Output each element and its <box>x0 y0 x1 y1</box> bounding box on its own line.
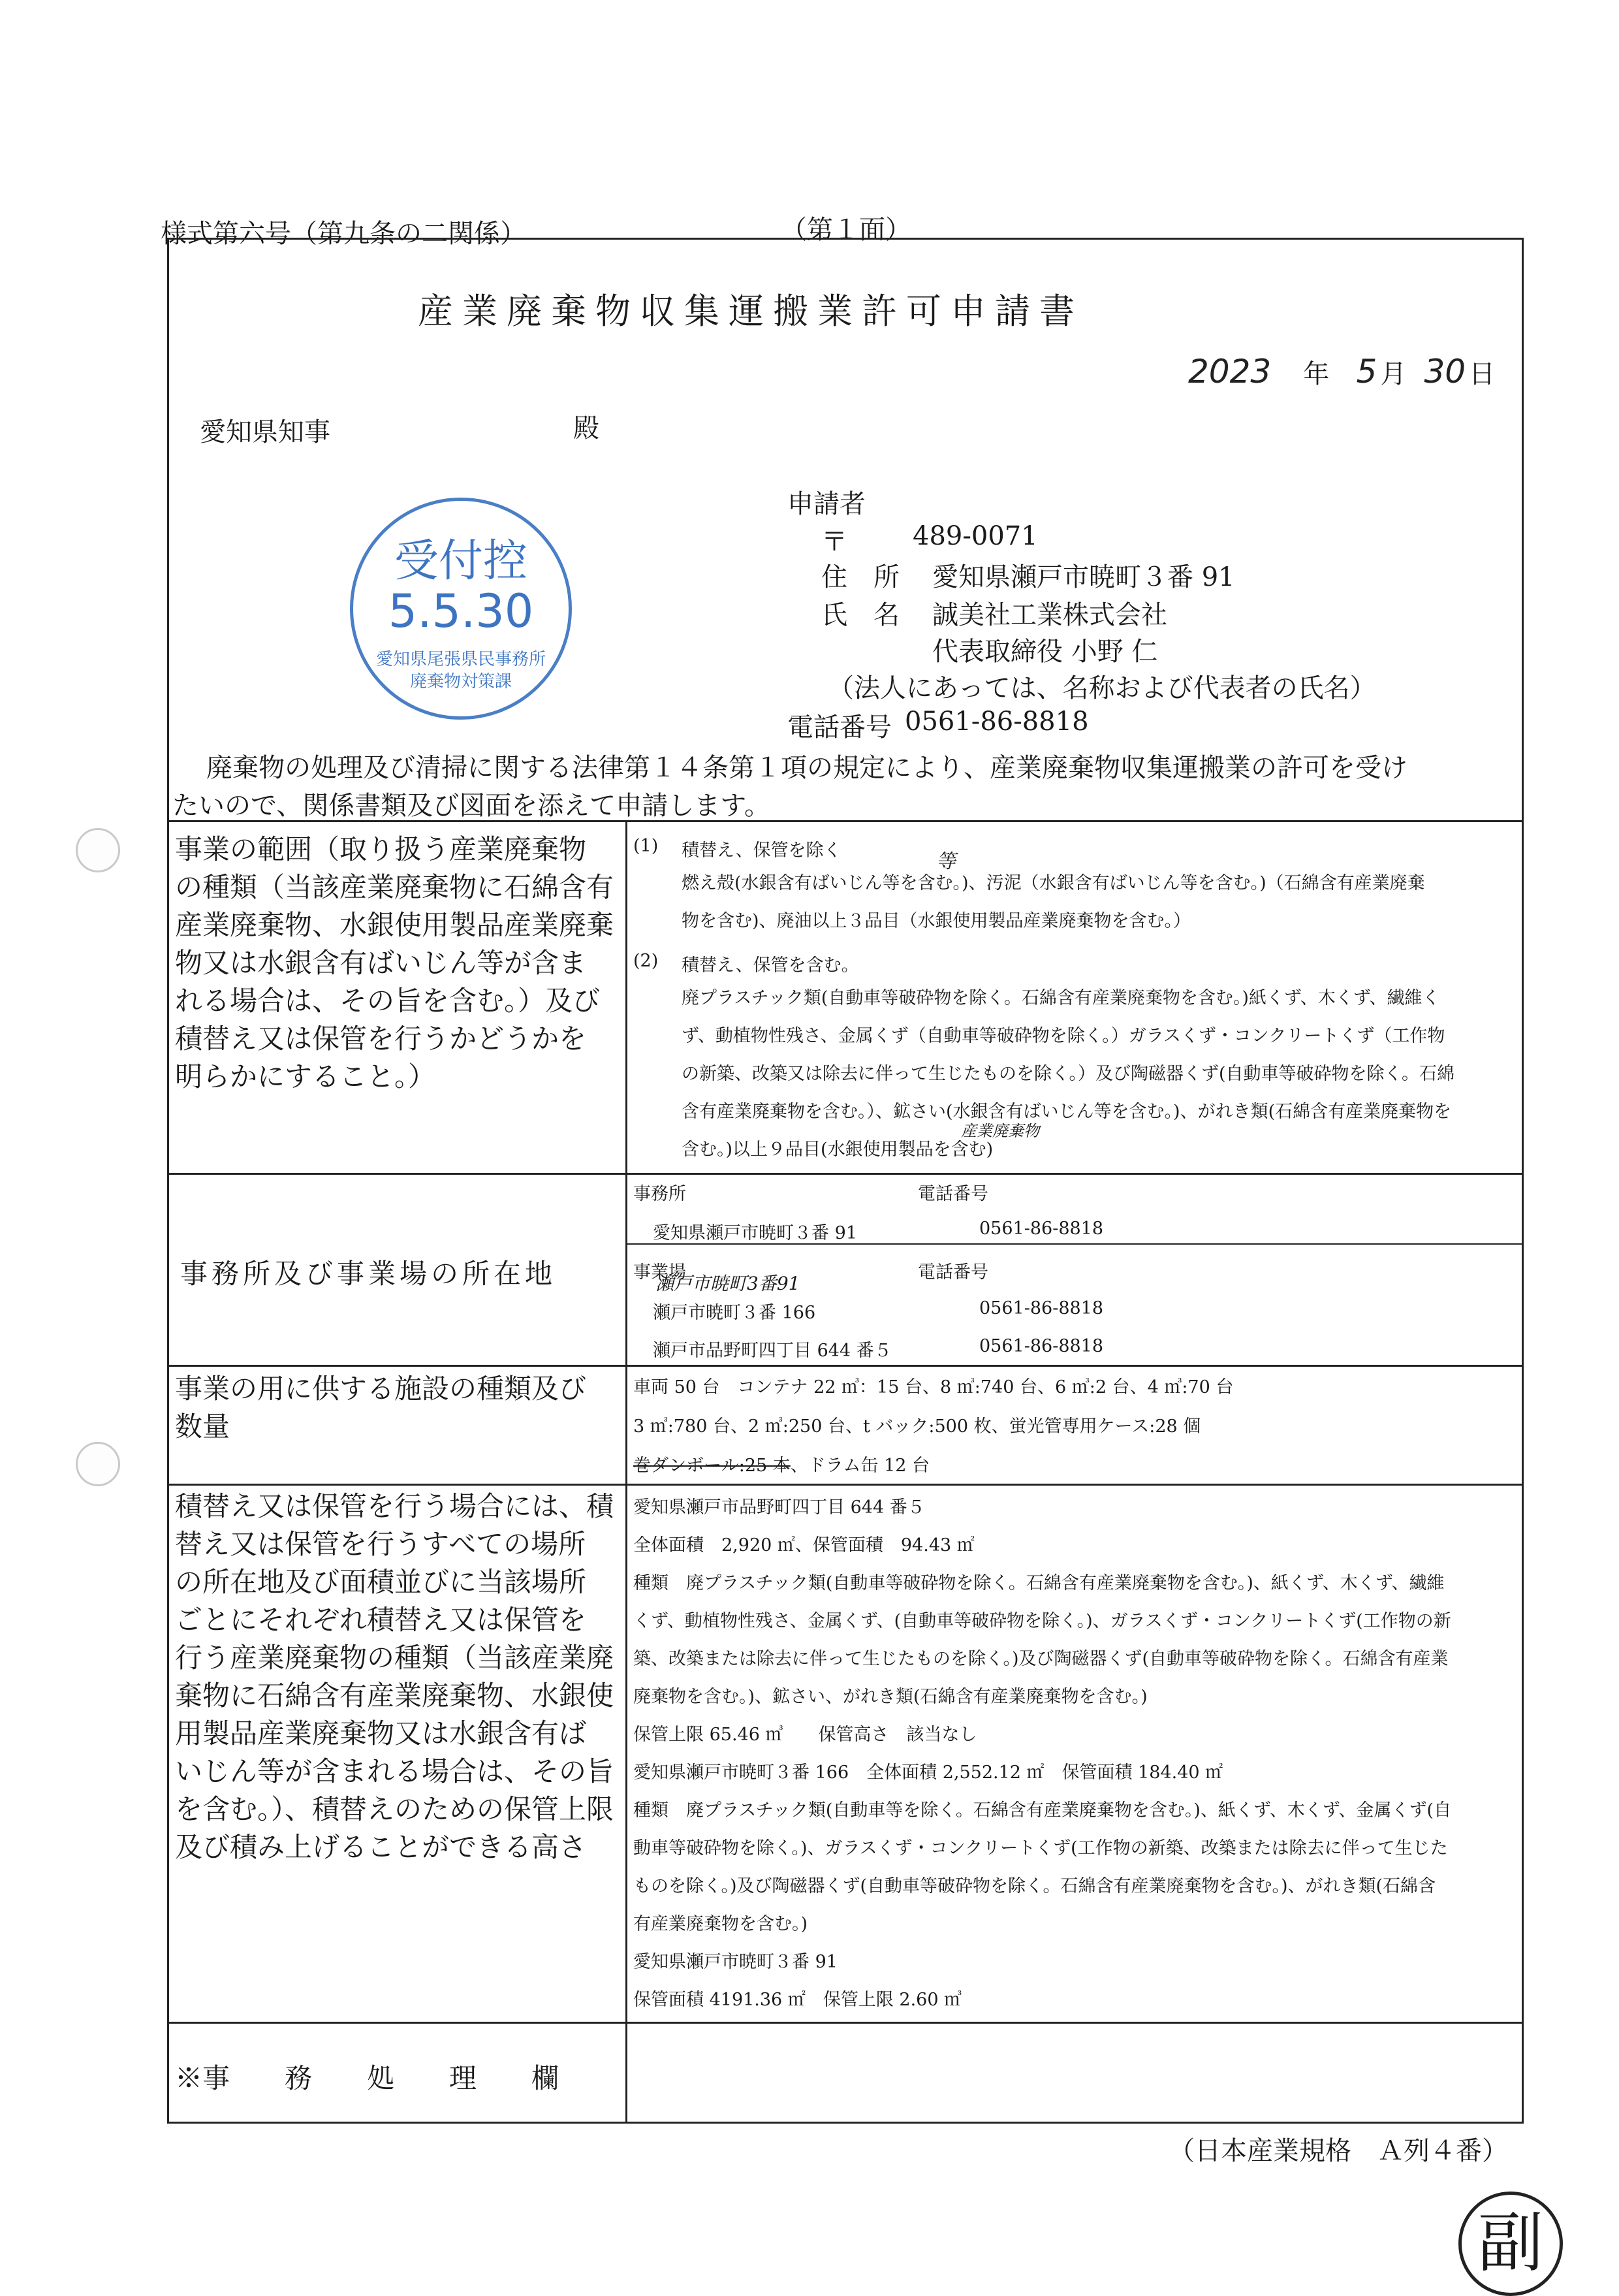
addressee: 愛知県知事 <box>200 417 330 447</box>
stamp-office <box>353 648 569 693</box>
storage-details <box>633 1489 1451 2019</box>
storage-line: 動車等破砕物を除く。)、ガラスくず・コンクリートくず(工作物の新築、改築または除去に伴って生じた <box>633 1838 1448 1858</box>
date-day-unit: 日 <box>1469 359 1496 389</box>
address-value: 愛知県瀬戸市暁町３番 91 <box>932 562 1235 592</box>
facilities-line-3 <box>633 1451 930 1476</box>
storage-label-line: 棄物に石綿含有産業廃棄物、水銀使 <box>175 1680 614 1712</box>
storage-line: ものを除く。)及び陶磁器くず(自動車等破砕物を除く。石綿含有産業廃棄物を含む。)、がれき類(石綿含 <box>633 1876 1436 1896</box>
name-label: 氏 名 <box>821 600 900 630</box>
rule-after-storage <box>167 2022 1524 2024</box>
storage-line: くず、動植物性残さ、金属くず、(自動車等破砕物を除く。)、ガラスくず・コンクリートくず(工作物の新 <box>633 1611 1451 1631</box>
facilities-label-line: 事業の用に供する施設の種類及び <box>175 1373 587 1405</box>
office-phone: 0561-86-8818 <box>979 1219 1104 1239</box>
storage-label-line: を含む。）、積替えのための保管上限 <box>175 1793 614 1825</box>
scope-label-line: 積替え又は保管を行うかどうかを <box>175 1023 587 1055</box>
reception-stamp <box>350 498 572 720</box>
stamp-office-line2: 廃棄物対策課 <box>409 672 512 692</box>
scope-label-line: の種類（当該産業廃棄物に石綿含有 <box>175 871 614 903</box>
scope-label-line: 事業の範囲（取り扱う産業廃棄物 <box>175 833 587 865</box>
stamp-title: 受付控 <box>394 535 527 587</box>
storage-line: 廃棄物を含む。)、鉱さい、がれき類(石綿含有産業廃棄物を含む。) <box>633 1687 1148 1707</box>
scope-label-line: 明らかにすること。） <box>175 1060 436 1092</box>
punch-hole-top <box>76 828 120 872</box>
site1-address: 瀬戸市暁町３番 166 <box>653 1303 816 1323</box>
page-label: （第１面） <box>781 215 911 245</box>
name-note: （法人にあっては、名称および代表者の氏名） <box>828 673 1376 703</box>
site-handwritten: 瀬戸市暁町3番91 <box>655 1273 800 1294</box>
site2-phone: 0561-86-8818 <box>979 1336 1104 1356</box>
scope-item2-handwritten: 産業廃棄物 <box>961 1122 1039 1140</box>
rule-after-locations <box>167 1365 1524 1367</box>
date-year-unit: 年 <box>1303 359 1330 389</box>
application-date <box>1188 353 1495 391</box>
rule-column-divider <box>625 820 627 2124</box>
scope-label-line: 産業廃棄物、水銀使用製品産業廃棄 <box>175 909 614 941</box>
site-phone-label: 電話番号 <box>918 1262 988 1283</box>
scope-label-line: 物又は水銀含有ばいじん等が含ま <box>175 947 587 979</box>
storage-line: 愛知県瀬戸市暁町３番 166 全体面積 2,552.12 ㎡ 保管面積 184.40 ㎡ <box>633 1762 1223 1783</box>
site1-phone: 0561-86-8818 <box>979 1298 1104 1318</box>
site-label: 事業場 <box>633 1262 686 1283</box>
scope-item2-head: 積替え、保管を含む。 <box>682 955 859 976</box>
storage-label-line: いじん等が含まれる場合は、その旨 <box>175 1755 614 1787</box>
storage-label-line: ごとにそれぞれ積替え又は保管を <box>175 1604 587 1636</box>
representative-name: 代表取締役 小野 仁 <box>932 637 1158 667</box>
scope-item1-body <box>682 865 1425 940</box>
stamp-office-line1: 愛知県尾張県民事務所 <box>375 650 546 669</box>
scope-item2-line: 含む。)以上９品目(水銀使用製品を含む) <box>682 1140 994 1160</box>
storage-label-line: の所在地及び面積並びに当該場所 <box>175 1566 587 1598</box>
rule-after-facilities <box>167 1484 1524 1486</box>
scope-item1-line: 物を含む)、廃油以上３品目（水銀使用製品産業廃棄物を含む。） <box>682 911 1191 931</box>
rule-table-top <box>167 820 1524 822</box>
postal-code: 489-0071 <box>913 521 1038 551</box>
scope-item2-line: 含有産業廃棄物を含む。）、鉱さい(水銀含有ばいじん等を含む。)、がれき類(石綿含有産業廃棄物を <box>682 1102 1452 1122</box>
scope-item2-line: 廃プラスチック類(自動車等破砕物を除く。石綿含有産業廃棄物を含む。)紙くず、木くず、繊維く <box>682 988 1440 1008</box>
punch-hole-bottom <box>76 1442 120 1486</box>
date-month: 5 <box>1356 353 1377 391</box>
scope-label <box>175 831 619 1096</box>
storage-label-line: 替え又は保管を行うすべての場所 <box>175 1528 586 1560</box>
date-month-unit: 月 <box>1380 359 1407 389</box>
applicant-heading: 申請者 <box>787 489 866 519</box>
phone-label: 電話番号 <box>787 712 892 742</box>
company-name: 誠美社工業株式会社 <box>932 600 1167 630</box>
site2-address: 瀬戸市品野町四丁目 644 番５ <box>653 1341 892 1361</box>
honorific: 殿 <box>573 413 599 443</box>
locations-label: 事務所及び事業場の所在地 <box>180 1258 557 1290</box>
scope-item1-no: (1) <box>633 836 659 856</box>
storage-line: 愛知県瀬戸市品野町四丁目 644 番５ <box>633 1497 925 1518</box>
storage-label-line: 用製品産業廃棄物又は水銀含有ば <box>175 1717 587 1749</box>
storage-line: 愛知県瀬戸市暁町３番 91 <box>633 1952 838 1972</box>
intro-line-1: 廃棄物の処理及び清掃に関する法律第１４条第１項の規定により、産業廃棄物収集運搬業の許可を受け <box>206 753 1407 783</box>
facilities-line-3-rest: 、ドラム缶 12 台 <box>790 1456 930 1476</box>
storage-line: 築、改築または除去に伴って生じたものを除く。)及び陶磁器くず(自動車等破砕物を除く。石綿含有産業 <box>633 1649 1449 1669</box>
scope-item1-line: 燃え殻(水銀含有ばいじん等を含む。)、汚泥（水銀含有ばいじん等を含む。)（石綿含有産業廃棄 <box>682 873 1425 893</box>
facilities-line-1: 車両 50 台 コンテナ 22 ㎥：15 台、8 ㎥:740 台、6 ㎥:2 台、4 ㎥:70 台 <box>633 1377 1234 1397</box>
form-number: 様式第六号（第九条の二関係） <box>161 219 526 249</box>
scope-label-line: れる場合は、その旨を含む。）及び <box>175 985 601 1017</box>
facilities-line-2: 3 ㎥:780 台、2 ㎥:250 台、t バック:500 枚、蛍光管専用ケース:28 個 <box>633 1416 1201 1437</box>
storage-label-line: 積替え又は保管を行う場合には、積 <box>175 1490 614 1522</box>
date-year: 2023 <box>1188 353 1272 391</box>
scope-item1-head: 積替え、保管を除く <box>682 840 841 861</box>
storage-line: 有産業廃棄物を含む。) <box>633 1914 808 1934</box>
scope-item2-no: (2) <box>633 951 659 971</box>
storage-label <box>175 1488 614 1866</box>
duplicate-seal: 副 <box>1458 2192 1563 2296</box>
scope-item1-handwritten: 等 <box>936 850 956 873</box>
scope-item2-body <box>682 980 1454 1169</box>
facilities-label-line: 数量 <box>175 1411 230 1443</box>
postal-mark: 〒 <box>821 527 847 557</box>
rule-after-scope <box>167 1173 1524 1175</box>
storage-line: 種類 廃プラスチック類(自動車等を除く。石綿含有産業廃棄物を含む。)、紙くず、木くず、金属くず(自 <box>633 1800 1452 1821</box>
phone-value: 0561-86-8818 <box>905 707 1089 737</box>
stamp-date: 5.5.30 <box>388 584 534 638</box>
address-label: 住 所 <box>821 562 900 592</box>
storage-label-line: 及び積み上げることができる高さ <box>175 1831 587 1863</box>
scope-item2-line: の新築、改築又は除去に伴って生じたものを除く。）及び陶磁器くず(自動車等破砕物を除く。石綿 <box>682 1064 1454 1084</box>
facilities-label <box>175 1370 586 1446</box>
scope-item2-line: ず、動植物性残さ、金属くず（自動車等破砕物を除く。）ガラスくず・コンクリートくず（工作物 <box>682 1026 1445 1046</box>
intro-line-2: たいので、関係書類及び図面を添えて申請します。 <box>172 791 770 821</box>
office-phone-label: 電話番号 <box>918 1184 988 1204</box>
storage-line: 全体面積 2,920 ㎡、保管面積 94.43 ㎡ <box>633 1535 975 1555</box>
office-label: 事務所 <box>633 1184 686 1204</box>
office-address: 愛知県瀬戸市暁町３番 91 <box>653 1223 857 1243</box>
storage-line: 保管面積 4191.36 ㎡ 保管上限 2.60 ㎥ <box>633 1990 962 2010</box>
facilities-struck-item: 巻ダンボール:25 本 <box>633 1456 791 1476</box>
storage-line: 保管上限 65.46 ㎥ 保管高さ 該当なし <box>633 1725 977 1745</box>
office-use-label: ※事 務 処 理 欄 <box>175 2062 559 2094</box>
storage-line: 種類 廃プラスチック類(自動車等破砕物を除く。石綿含有産業廃棄物を含む。)、紙くず、木くず、繊維 <box>633 1573 1445 1593</box>
paper-size-note: （日本産業規格 Ａ列４番） <box>1169 2136 1508 2166</box>
date-day: 30 <box>1424 353 1466 391</box>
storage-label-line: 行う産業廃棄物の種類（当該産業廃 <box>175 1642 614 1674</box>
document-title: 産業廃棄物収集運搬業許可申請書 <box>418 291 1084 332</box>
